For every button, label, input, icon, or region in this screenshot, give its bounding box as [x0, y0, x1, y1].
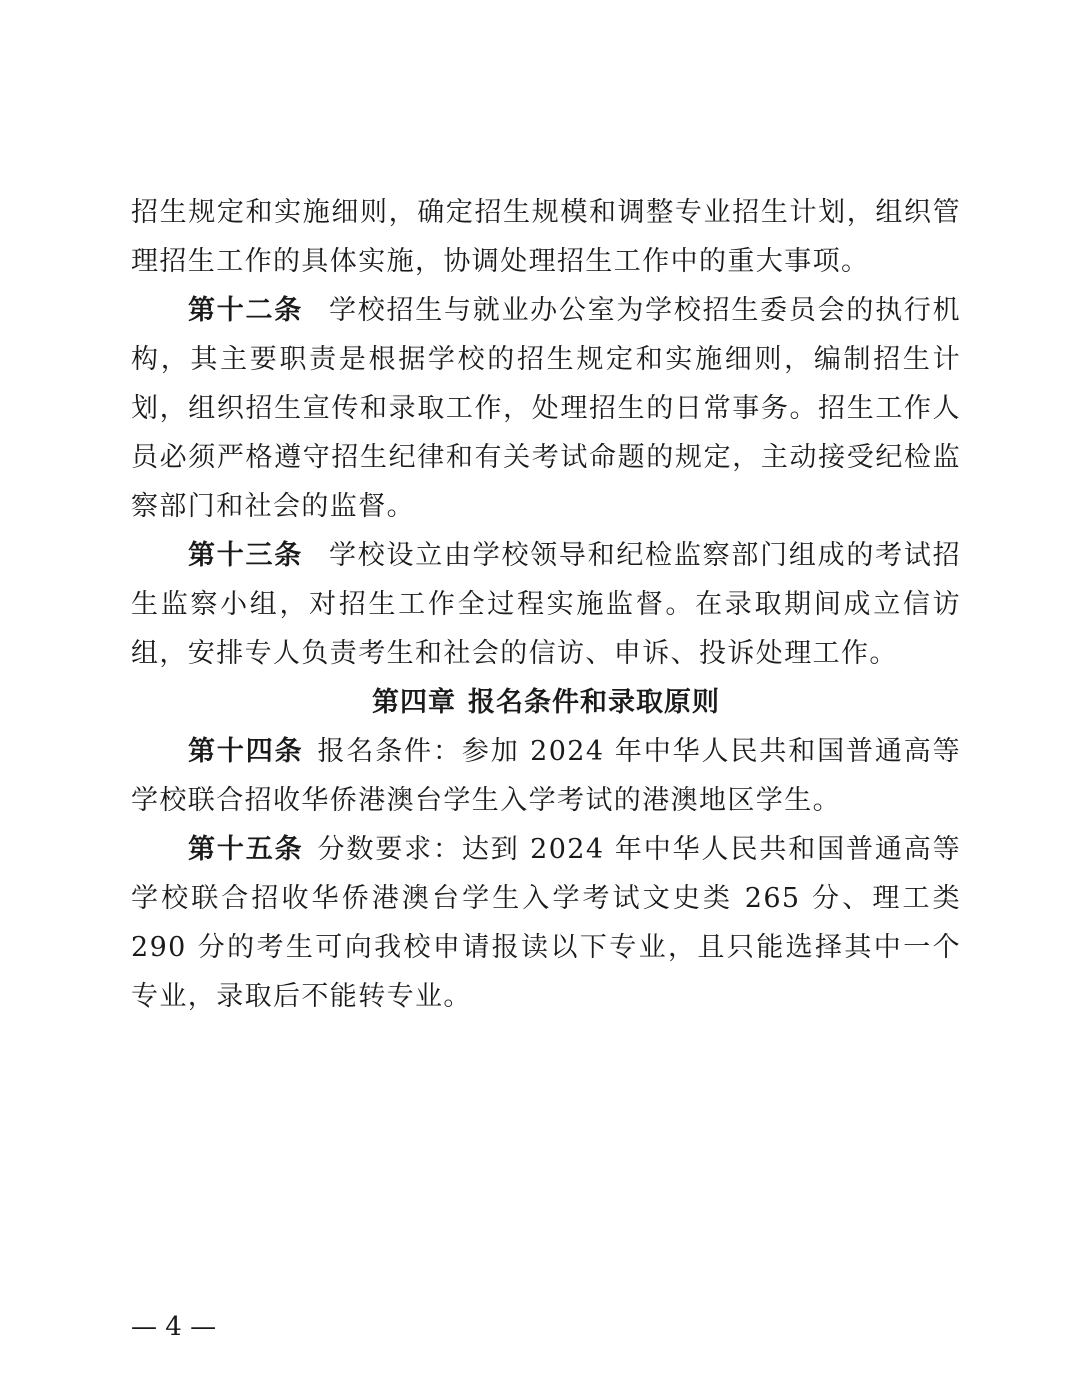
article-14 — [131, 727, 961, 825]
article-12 — [131, 286, 961, 531]
chapter-title: 报名条件和录取原则 — [468, 687, 720, 718]
article-12-label: 第十二条 — [188, 295, 303, 326]
article-14-label: 第十四条 — [188, 736, 304, 767]
document-body — [131, 188, 961, 1021]
article-14-text: 报名条件：参加 2024 年中华人民共和国普通高等学校联合招收华侨港澳台学生入学考试的港澳地区学生。 — [131, 736, 961, 816]
article-15-text: 分数要求：达到 2024 年中华人民共和国普通高等学校联合招收华侨港澳台学生入学考试文史类 265 分、理工类 290 分的考生可向我校申请报读以下专业，且只能选择其中一个专业，录取后不能转专业。 — [131, 834, 961, 1012]
chapter-number: 第四章 — [372, 687, 456, 718]
article-13-label: 第十三条 — [188, 540, 303, 571]
article-15-label: 第十五条 — [188, 834, 304, 865]
paragraph-continued: 招生规定和实施细则，确定招生规模和调整专业招生计划，组织管理招生工作的具体实施，协调处理招生工作中的重大事项。 — [131, 197, 961, 277]
article-15 — [131, 825, 961, 1021]
page-number: — 4 — — [131, 1312, 217, 1342]
article-13 — [131, 531, 961, 678]
article-12-text: 学校招生与就业办公室为学校招生委员会的执行机构，其主要职责是根据学校的招生规定和实施细则，编制招生计划，组织招生宣传和录取工作，处理招生的日常事务。招生工作人员必须严格遵守招生纪律和有关考试命题的规定，主动接受纪检监察部门和社会的监督。 — [131, 295, 961, 522]
article-13-text: 学校设立由学校领导和纪检监察部门组成的考试招生监察小组，对招生工作全过程实施监督。在录取期间成立信访组，安排专人负责考生和社会的信访、申诉、投诉处理工作。 — [131, 540, 961, 669]
chapter-heading — [131, 678, 961, 727]
